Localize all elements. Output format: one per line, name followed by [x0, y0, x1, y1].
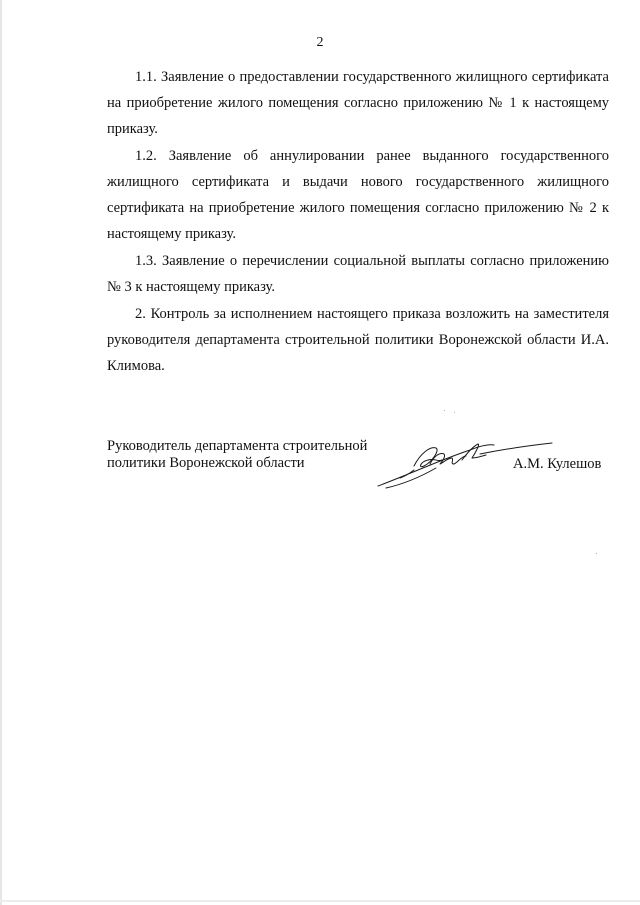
page-number: 2: [316, 35, 324, 50]
paragraph-1-3: 1.3. Заявление о перечислении социальной выплаты согласно приложению № 3 к настоящему приказу.: [107, 253, 609, 295]
paragraph-1-2: 1.2. Заявление об аннулировании ранее выданного государственного жилищного сертификата и выдачи нового государственного жилищного сертификата на приобретение жилого помещения согласно приложению № 2 к настоящему приказу.: [107, 148, 609, 242]
paragraph-2: 2. Контроль за исполнением настоящего приказа возложить на заместителя руководителя департамента строительной политики Воронежской области И.А. Климова.: [107, 306, 609, 374]
paragraph-1-1: 1.1. Заявление о предоставлении государственного жилищного сертификата на приобретение жилого помещения согласно приложению № 1 к настоящему приказу.: [107, 69, 609, 137]
scan-speck: [454, 412, 455, 413]
signatory-position-line-1: Руководитель департамента строительной: [107, 438, 368, 454]
signatory-name: А.М. Кулешов: [513, 456, 602, 472]
signatory-position-line-2: политики Воронежской области: [107, 455, 305, 471]
scan-edge-left: [0, 0, 2, 905]
scan-speck: [444, 410, 445, 411]
scan-speck: [596, 553, 597, 554]
scan-edge-bottom: [0, 900, 640, 902]
signatory-position: [107, 438, 397, 472]
document-body: [107, 64, 609, 380]
